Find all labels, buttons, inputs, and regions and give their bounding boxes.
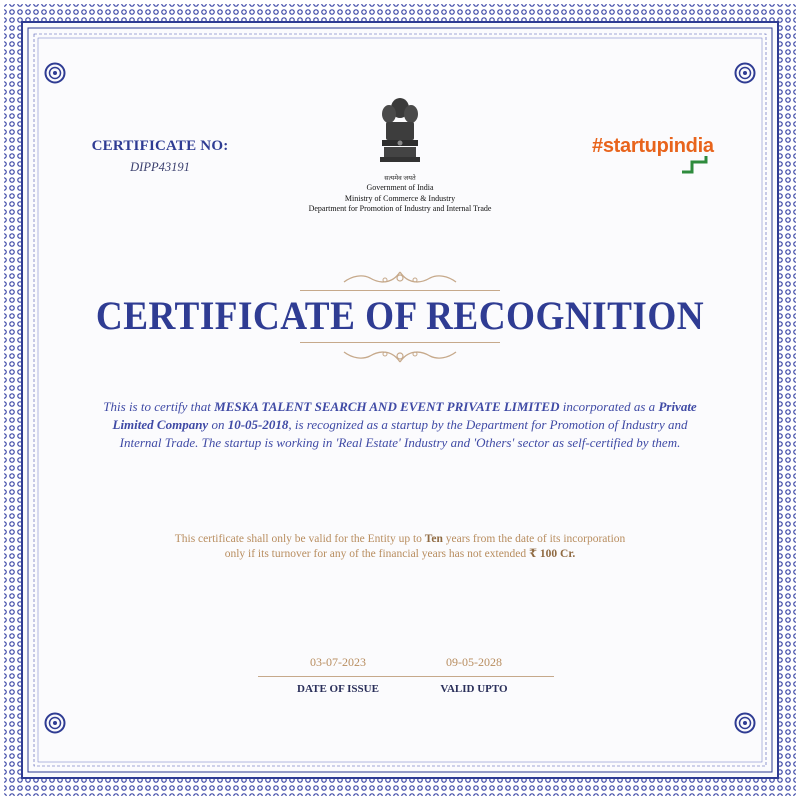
ministry-line: Ministry of Commerce & Industry bbox=[344, 193, 456, 203]
date-divider bbox=[394, 676, 554, 677]
title-bottom-rule bbox=[300, 342, 500, 343]
validity-years: Ten bbox=[424, 533, 443, 545]
valid-upto-label: VALID UPTO bbox=[440, 683, 508, 695]
validity-text: This certificate shall only be valid for the Entity up to bbox=[174, 533, 425, 545]
national-emblem-icon bbox=[370, 92, 430, 174]
valid-upto-block bbox=[394, 655, 554, 695]
valid-upto-value: 09-05-2028 bbox=[446, 655, 502, 669]
validity-text: years from the date of its incorporation bbox=[442, 533, 626, 545]
validity-note bbox=[150, 532, 650, 562]
government-heading bbox=[255, 183, 545, 215]
date-of-issue-label: DATE OF ISSUE bbox=[297, 683, 379, 695]
statement-text: This is to certify that bbox=[103, 399, 215, 414]
certificate-title: CERTIFICATE OF RECOGNITION bbox=[95, 293, 705, 338]
statement-text: incorporated as a bbox=[559, 399, 659, 414]
certificate-number-value: DIPP43191 bbox=[130, 160, 190, 174]
corner-seal-icon bbox=[44, 712, 66, 734]
validity-text: only if its turnover for any of the financial years has not extended bbox=[224, 548, 530, 560]
statement-text: on bbox=[208, 417, 228, 432]
validity-line-1 bbox=[150, 532, 650, 547]
top-ornament-icon bbox=[340, 268, 460, 290]
emblem-motto: सत्यमेव जयते bbox=[384, 175, 416, 182]
statement-text: , is recognized as a startup by the Department for Promotion of Industry and Internal Trade. The startup is working in 'Real Estate' Industry and 'Others' sector as self-certified by them. bbox=[119, 417, 688, 450]
company-name: MESKA TALENT SEARCH AND EVENT PRIVATE LIMITED bbox=[214, 399, 560, 414]
corner-seal-icon bbox=[734, 712, 756, 734]
corner-seal-icon bbox=[44, 62, 66, 84]
certification-statement bbox=[95, 398, 705, 452]
turnover-limit: ₹ 100 Cr. bbox=[529, 548, 576, 560]
corner-seal-icon bbox=[734, 62, 756, 84]
bottom-ornament-icon bbox=[340, 344, 460, 366]
incorporation-date: 10-05-2018 bbox=[227, 417, 289, 432]
department-line: Department for Promotion of Industry and Internal Trade bbox=[308, 204, 492, 213]
date-of-issue-value: 03-07-2023 bbox=[310, 655, 366, 669]
validity-line-2 bbox=[150, 547, 650, 562]
certificate-number-block bbox=[80, 138, 240, 175]
government-line: Government of India bbox=[366, 183, 434, 192]
startupindia-accent-icon bbox=[682, 154, 718, 174]
company-type: Private Limited Company bbox=[112, 399, 697, 432]
title-top-rule bbox=[300, 290, 500, 291]
startupindia-logo: #startupindia bbox=[592, 135, 714, 157]
certificate-number-label: CERTIFICATE NO: bbox=[91, 138, 229, 154]
